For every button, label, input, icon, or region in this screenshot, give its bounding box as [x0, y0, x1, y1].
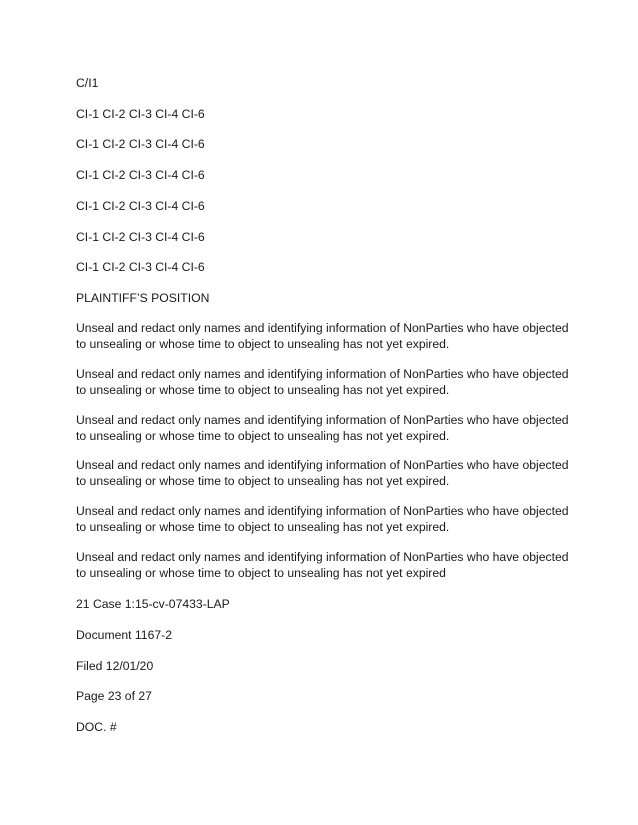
- position-paragraph: Unseal and redact only names and identifying information of NonParties who have objected to unsealing or whose time to object to unsealing has not yet expired: [76, 550, 569, 580]
- ci-line: CI-1 CI-2 CI-3 CI-4 CI-6: [76, 107, 205, 121]
- position-heading: PLAINTIFF’S POSITION: [76, 291, 210, 305]
- position-paragraph: Unseal and redact only names and identifying information of NonParties who have objected to unsealing or whose time to object to unsealing has not yet expired.: [76, 413, 569, 443]
- position-paragraph: Unseal and redact only names and identifying information of NonParties who have objected to unsealing or whose time to object to unsealing has not yet expired.: [76, 321, 569, 351]
- ci-line: CI-1 CI-2 CI-3 CI-4 CI-6: [76, 168, 205, 182]
- ci-line: CI-1 CI-2 CI-3 CI-4 CI-6: [76, 199, 205, 213]
- case-number: 21 Case 1:15-cv-07433-LAP: [76, 597, 230, 611]
- page-number: Page 23 of 27: [76, 689, 152, 703]
- position-paragraph: Unseal and redact only names and identifying information of NonParties who have objected to unsealing or whose time to object to unsealing has not yet expired.: [76, 504, 569, 534]
- document-number: Document 1167-2: [76, 628, 172, 642]
- position-paragraph: Unseal and redact only names and identifying information of NonParties who have objected to unsealing or whose time to object to unsealing has not yet expired.: [76, 367, 569, 397]
- filed-date: Filed 12/01/20: [76, 659, 154, 673]
- position-paragraph: Unseal and redact only names and identifying information of NonParties who have objected to unsealing or whose time to object to unsealing has not yet expired.: [76, 458, 569, 488]
- doc-number-label: DOC. #: [76, 720, 117, 734]
- ci-line: CI-1 CI-2 CI-3 CI-4 CI-6: [76, 137, 205, 151]
- ci-line: CI-1 CI-2 CI-3 CI-4 CI-6: [76, 260, 205, 274]
- document-code: C/I1: [76, 76, 99, 90]
- ci-line: CI-1 CI-2 CI-3 CI-4 CI-6: [76, 230, 205, 244]
